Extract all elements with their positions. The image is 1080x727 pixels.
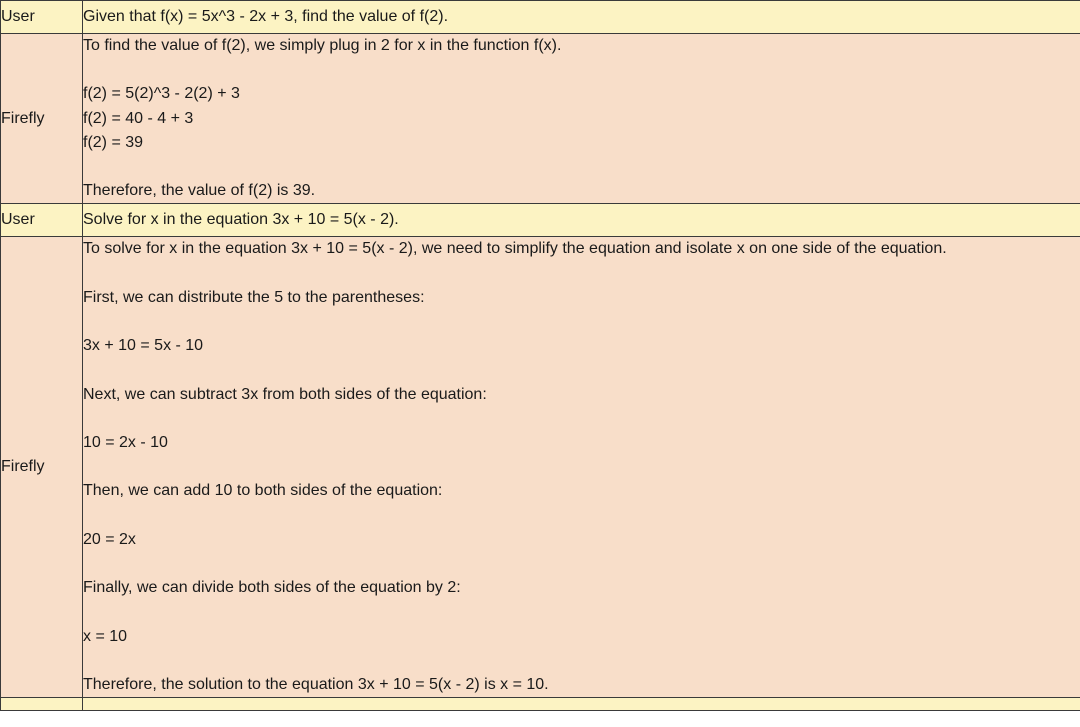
message-text: [83, 237, 1080, 698]
next-row-speaker-cell: [1, 698, 83, 711]
message-line: 20 = 2x: [83, 530, 136, 548]
message-line: Next, we can subtract 3x from both sides of the equation:: [83, 385, 487, 403]
speaker-label: Firefly: [1, 237, 83, 698]
blank-line: [83, 262, 1080, 286]
message-line: First, we can distribute the 5 to the parentheses:: [83, 288, 425, 306]
message-line: Finally, we can divide both sides of the equation by 2:: [83, 579, 461, 597]
blank-line: [83, 58, 1080, 82]
blank-line: [83, 504, 1080, 528]
message-line: To solve for x in the equation 3x + 10 = 5(x - 2), we need to simplify the equation and isolate x on one side of the equation.: [83, 240, 947, 258]
message-line: Then, we can add 10 to both sides of the equation:: [83, 482, 443, 500]
message-line: f(2) = 39: [83, 133, 144, 151]
blank-line: [83, 649, 1080, 673]
message-line: 3x + 10 = 5x - 10: [83, 337, 204, 355]
message-line: Solve for x in the equation 3x + 10 = 5(x - 2).: [83, 211, 399, 229]
blank-line: [83, 358, 1080, 382]
message-text: [83, 34, 1080, 204]
message-line: Given that f(x) = 5x^3 - 2x + 3, find the value of f(2).: [83, 7, 449, 25]
user-message-row: [1, 1, 1080, 34]
speaker-label: User: [1, 204, 83, 237]
message-line: x = 10: [83, 627, 128, 645]
assistant-message-row: [1, 34, 1080, 204]
speaker-label: User: [1, 1, 83, 34]
message-line: Therefore, the solution to the equation 3x + 10 = 5(x - 2) is x = 10.: [83, 675, 549, 693]
message-line: f(2) = 40 - 4 + 3: [83, 109, 194, 127]
message-line: To find the value of f(2), we simply plug in 2 for x in the function f(x).: [83, 37, 562, 54]
user-message-row: [1, 204, 1080, 237]
message-text: [83, 204, 1080, 237]
message-line: 10 = 2x - 10: [83, 433, 168, 451]
speaker-label: Firefly: [1, 34, 83, 204]
conversation-body: [1, 1, 1080, 711]
blank-line: [83, 310, 1080, 334]
message-line: f(2) = 5(2)^3 - 2(2) + 3: [83, 85, 240, 103]
assistant-message-row: [1, 237, 1080, 698]
next-row-partial: [1, 698, 1080, 711]
blank-line: [83, 155, 1080, 179]
message-line: Therefore, the value of f(2) is 39.: [83, 182, 316, 200]
blank-line: [83, 600, 1080, 624]
blank-line: [83, 552, 1080, 576]
next-row-message-cell: [83, 698, 1080, 711]
message-text: [83, 1, 1080, 34]
blank-line: [83, 407, 1080, 431]
blank-line: [83, 455, 1080, 479]
